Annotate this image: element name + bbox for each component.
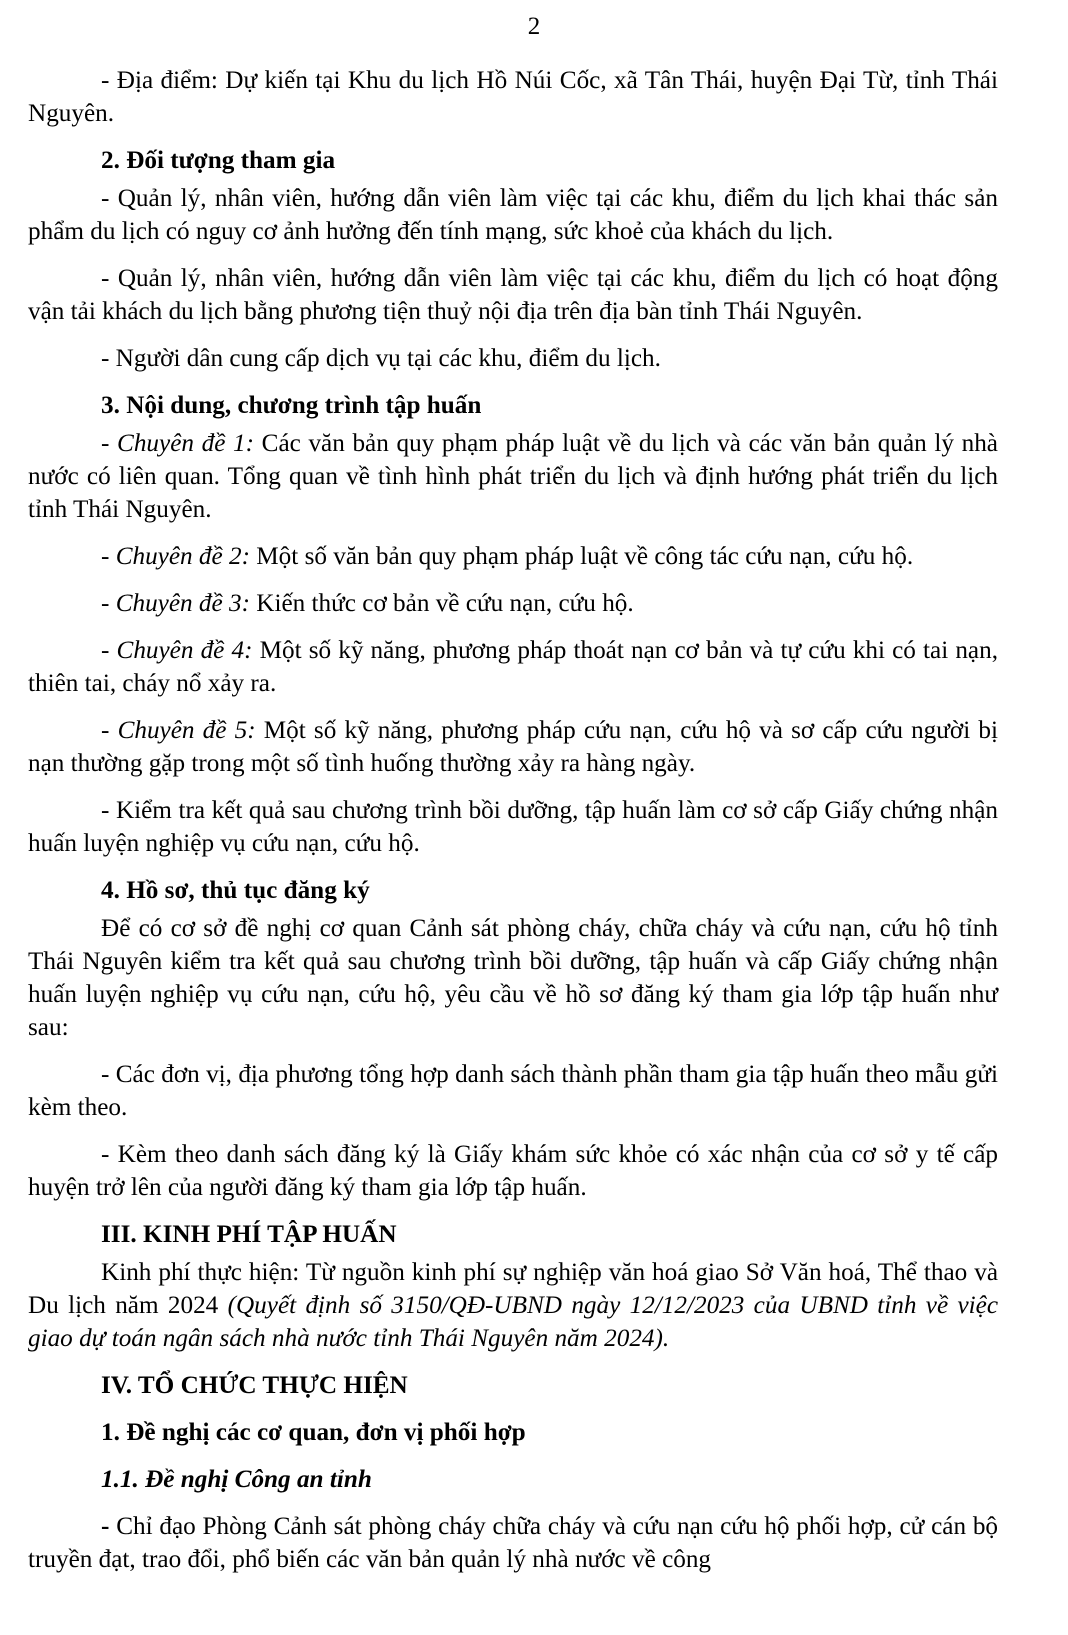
funding-paragraph: Kinh phí thực hiện: Từ nguồn kinh phí sự nghiệp văn hoá giao Sở Văn hoá, Thể thao và Du lịch năm 2024 (Quyết định số 3150/QĐ-UBND ngày 12/12/2023 của UBND tỉnh về việc giao dự toán ngân sách nhà nước tỉnh Thái Nguyên năm 2024). (28, 1259, 999, 1352)
police-paragraph: - Chỉ đạo Phòng Cảnh sát phòng cháy chữa cháy và cứu nạn cứu hộ phối hợp, cử cán bộ truyền đạt, trao đổi, phổ biến các văn bản quản lý nhà nước về công (28, 1513, 999, 1573)
topic-item-4: - Chuyên đề 4: Một số kỹ năng, phương pháp thoát nạn cơ bản và tự cứu khi có tai nạn, thiên tai, cháy nổ xảy ra. (28, 637, 998, 697)
topic-label: Chuyên đề 5: (117, 717, 256, 744)
location-paragraph: - Địa điểm: Dự kiến tại Khu du lịch Hồ Núi Cốc, xã Tân Thái, huyện Đại Từ, tỉnh Thái Nguyên. (28, 67, 998, 127)
registration-item-2: - Kèm theo danh sách đăng ký là Giấy khám sức khỏe có xác nhận của cơ sở y tế cấp huyện trở lên của người đăng ký tham gia lớp tập huấn. (28, 1141, 998, 1201)
topic-item-2: - Chuyên đề 2: Một số văn bản quy phạm pháp luật về công tác cứu nạn, cứu hộ. (101, 543, 914, 570)
document-body (28, 64, 998, 1581)
participants-item-2: - Quản lý, nhân viên, hướng dẫn viên làm việc tại các khu, điểm du lịch có hoạt động vận tải khách du lịch bằng phương tiện thuỷ nội địa trên địa bàn tỉnh Thái Nguyên. (28, 265, 998, 325)
heading-training-content: 3. Nội dung, chương trình tập huấn (101, 392, 482, 419)
topic-label: Chuyên đề 1: (117, 430, 255, 457)
heading-participants: 2. Đối tượng tham gia (101, 147, 336, 174)
registration-item-1: - Các đơn vị, địa phương tổng hợp danh sách thành phần tham gia tập huấn theo mẫu gửi kèm theo. (28, 1061, 998, 1121)
heading-coordination: 1. Đề nghị các cơ quan, đơn vị phối hợp (101, 1419, 526, 1446)
topic-label: Chuyên đề 2: (115, 543, 250, 570)
topic-item-3: - Chuyên đề 3: Kiến thức cơ bản về cứu nạn, cứu hộ. (101, 590, 634, 617)
registration-intro: Để có cơ sở đề nghị cơ quan Cảnh sát phòng cháy, chữa cháy và cứu nạn, cứu hộ tỉnh Thái Nguyên kiểm tra kết quả sau chương trình bồi dưỡng, tập huấn và cấp Giấy chứng nhận huấn luyện nghiệp vụ cứu nạn, cứu hộ, yêu cầu về hồ sơ đăng ký tham gia lớp tập huấn như sau: (28, 915, 998, 1041)
heading-registration: 4. Hồ sơ, thủ tục đăng ký (101, 877, 370, 904)
participants-item-1: - Quản lý, nhân viên, hướng dẫn viên làm việc tại các khu, điểm du lịch khai thác sản phẩm du lịch có nguy cơ ảnh hưởng đến tính mạng, sức khoẻ của khách du lịch. (28, 185, 998, 245)
topic-item-1: - Chuyên đề 1: Các văn bản quy phạm pháp luật về du lịch và các văn bản quản lý nhà nước có liên quan. Tổng quan về tình hình phát triển du lịch và định hướng phát triển du lịch tỉnh Thái Nguyên. (28, 430, 998, 523)
topic-item-5: - Chuyên đề 5: Một số kỹ năng, phương pháp cứu nạn, cứu hộ và sơ cấp cứu người bị nạn thường gặp trong một số tình huống thường xảy ra hàng ngày. (28, 717, 998, 777)
heading-funding: III. KINH PHÍ TẬP HUẤN (101, 1221, 397, 1248)
topic-label: Chuyên đề 4: (116, 637, 253, 664)
topic-label: Chuyên đề 3: (115, 590, 250, 617)
page-number: 2 (527, 13, 541, 40)
test-paragraph: - Kiểm tra kết quả sau chương trình bồi dưỡng, tập huấn làm cơ sở cấp Giấy chứng nhận huấn luyện nghiệp vụ cứu nạn, cứu hộ. (28, 797, 998, 857)
funding-reference: (Quyết định số 3150/QĐ-UBND ngày 12/12/2023 của UBND tỉnh về việc giao dự toán ngân sách nhà nước tỉnh Thái Nguyên năm 2024). (28, 1292, 999, 1352)
participants-item-3: - Người dân cung cấp dịch vụ tại các khu, điểm du lịch. (101, 345, 661, 372)
heading-provincial-police: 1.1. Đề nghị Công an tỉnh (101, 1466, 372, 1493)
heading-implementation: IV. TỔ CHỨC THỰC HIỆN (101, 1372, 408, 1399)
